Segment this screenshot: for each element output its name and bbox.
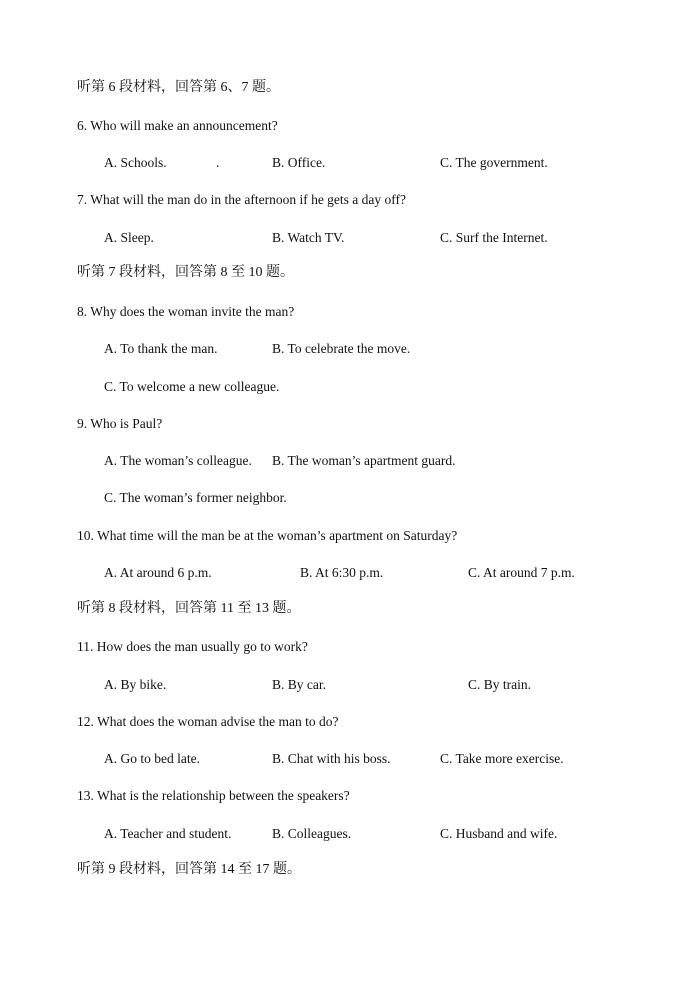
question-11: 11. How does the man usually go to work?	[77, 639, 308, 654]
option-b: B. The woman’s apartment guard.	[272, 453, 456, 468]
option-b: B. Watch TV.	[272, 230, 345, 245]
option-c: C. To welcome a new colleague.	[104, 379, 280, 394]
option-a: A. By bike.	[104, 677, 167, 692]
stray-mark: .	[216, 155, 220, 170]
option-c: C. Take more exercise.	[440, 751, 564, 766]
option-b: B. Chat with his boss.	[272, 751, 391, 766]
question-9: 9. Who is Paul?	[77, 416, 163, 431]
section-heading-9: 听第 9 段材料，回答第 14 至 17 题。	[77, 862, 301, 877]
option-c: C. Surf the Internet.	[440, 230, 548, 245]
option-a: A. Schools.	[104, 155, 167, 170]
option-a: A. Go to bed late.	[104, 751, 200, 766]
option-a: A. At around 6 p.m.	[104, 565, 212, 580]
option-b: B. Colleagues.	[272, 826, 352, 841]
question-8: 8. Why does the woman invite the man?	[77, 304, 295, 319]
option-c: C. At around 7 p.m.	[468, 565, 575, 580]
option-b: B. Office.	[272, 155, 326, 170]
question-12: 12. What does the woman advise the man to do?	[77, 714, 339, 729]
question-6: 6. Who will make an announcement?	[77, 118, 278, 133]
option-b: B. To celebrate the move.	[272, 341, 411, 356]
option-c: C. By train.	[468, 677, 531, 692]
option-b: B. By car.	[272, 677, 326, 692]
question-7: 7. What will the man do in the afternoon if he gets a day off?	[77, 192, 407, 207]
question-10: 10. What time will the man be at the woman’s apartment on Saturday?	[77, 528, 458, 543]
section-heading-8: 听第 8 段材料，回答第 11 至 13 题。	[77, 601, 301, 616]
option-a: A. To thank the man.	[104, 341, 218, 356]
option-a: A. Sleep.	[104, 230, 154, 245]
option-c: C. The government.	[440, 155, 548, 170]
section-heading-6: 听第 6 段材料，回答第 6、7 题。	[77, 80, 280, 95]
option-b: B. At 6:30 p.m.	[300, 565, 384, 580]
option-c: C. Husband and wife.	[440, 826, 558, 841]
section-heading-7: 听第 7 段材料，回答第 8 至 10 题。	[77, 265, 294, 280]
option-a: A. The woman’s colleague.	[104, 453, 252, 468]
option-a: A. Teacher and student.	[104, 826, 232, 841]
question-13: 13. What is the relationship between the speakers?	[77, 788, 350, 803]
option-c: C. The woman’s former neighbor.	[104, 490, 287, 505]
